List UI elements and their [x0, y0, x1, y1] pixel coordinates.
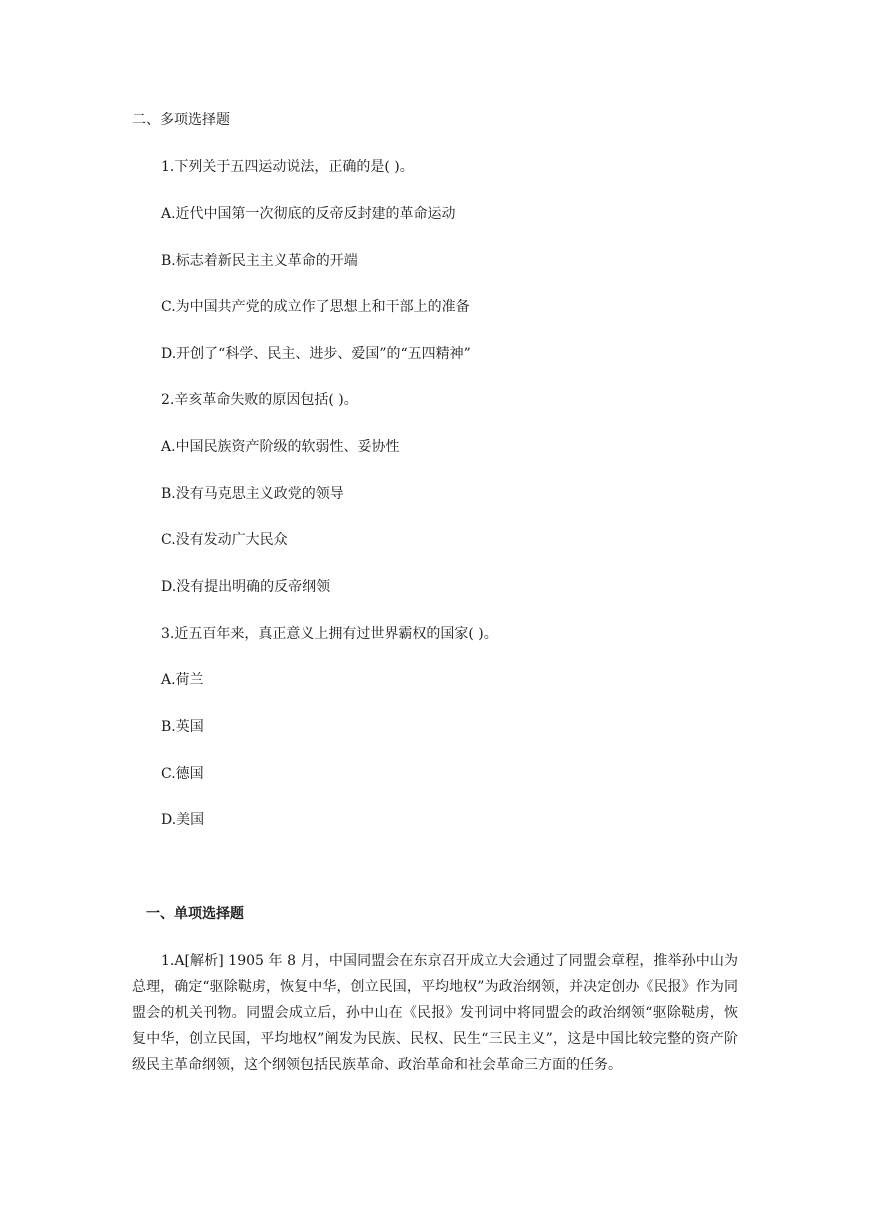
- question-3-option-b: B.英国: [161, 719, 204, 735]
- question-3-stem: 3.近五百年来，真正意义上拥有过世界霸权的国家( )。: [161, 626, 498, 642]
- question-2-option-d: D.没有提出明确的反帝纲领: [161, 579, 331, 595]
- section-heading-multiple-choice: 二、多项选择题: [132, 112, 230, 128]
- question-3-option-d: D.美国: [161, 812, 205, 828]
- question-1-option-b: B.标志着新民主主义革命的开端: [161, 253, 358, 269]
- question-2-option-b: B.没有马克思主义政党的领导: [161, 486, 344, 502]
- question-1-stem: 1.下列关于五四运动说法，正确的是( )。: [161, 159, 414, 175]
- question-2-stem: 2.辛亥革命失败的原因包括( )。: [161, 392, 358, 408]
- question-1-option-a: A.近代中国第一次彻底的反帝反封建的革命运动: [161, 206, 456, 222]
- question-3-option-a: A.荷兰: [161, 672, 204, 688]
- question-3-option-c: C.德国: [161, 766, 204, 782]
- question-2-option-c: C.没有发动广大民众: [161, 532, 288, 548]
- question-1-option-c: C.为中国共产党的成立作了思想上和干部上的准备: [161, 299, 470, 315]
- question-2-option-a: A.中国民族资产阶级的软弱性、妥协性: [161, 439, 400, 455]
- answer-1-explanation: 1.A[解析] 1905 年 8 月，中国同盟会在东京召开成立大会通过了同盟会章程，推举孙中山为总理，确定“驱除鞑虏，恢复中华，创立民国，平均地权”为政治纲领，并决定创办《民报》作为同盟会的机关刊物。同盟会成立后，孙中山在《民报》发刊词中将同盟会的政治纲领“驱除鞑虏，恢复中华，创立民国，平均地权”阐发为民族、民权、民生“三民主义”，这是中国比较完整的资产阶级民主革命纲领，这个纲领包括民族革命、政治革命和社会革命三方面的任务。: [132, 953, 738, 1073]
- question-1-option-d: D.开创了“科学、民主、进步、爱国”的“五四精神”: [161, 346, 471, 362]
- section-heading-single-choice-answers: 一、单项选择题: [146, 906, 244, 922]
